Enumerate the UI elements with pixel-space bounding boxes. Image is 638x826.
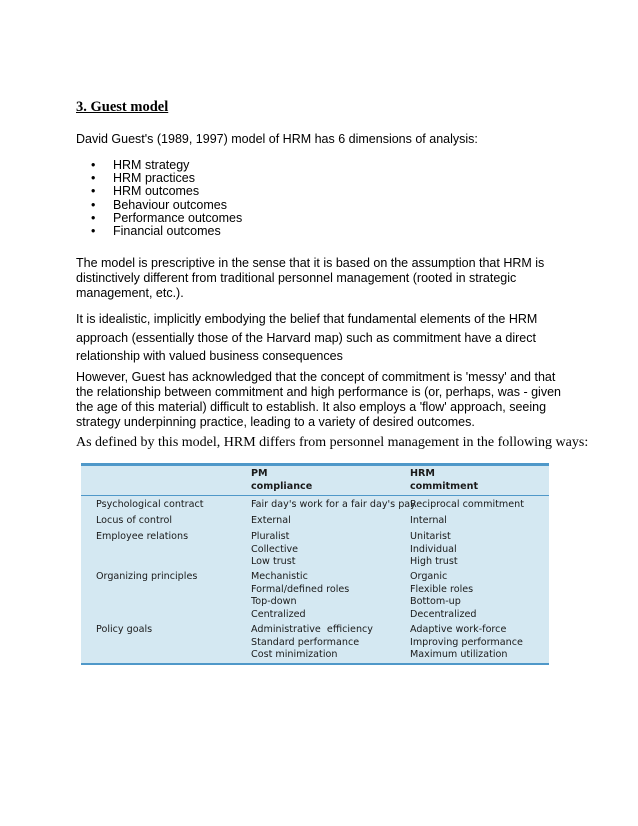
hrm-cell-line: Decentralized: [410, 608, 477, 620]
pm-header-subtitle: compliance: [251, 480, 313, 492]
pm-cell: [251, 531, 298, 569]
hrm-cell-line: Flexible roles: [410, 583, 474, 595]
hrm-header-title: HRM: [410, 468, 435, 479]
list-item: • HRM practices: [76, 172, 242, 185]
row-label: Employee relations: [96, 531, 189, 542]
pm-cell-line: Standard performance: [251, 636, 360, 648]
row-label: Policy goals: [96, 624, 153, 635]
pm-cell-line: Centralized: [251, 608, 306, 620]
paragraph-table-intro: As defined by this model, HRM differs from personnel management in the following ways:: [76, 435, 589, 450]
table-header-rule: [81, 495, 549, 496]
pm-cell-line: Collective: [251, 543, 299, 555]
dimensions-list: [76, 159, 242, 238]
section-heading: 3. Guest model: [76, 99, 169, 115]
pm-cell-line: Administrative efficiency: [251, 624, 373, 635]
pm-cell-line: External: [251, 515, 291, 526]
hrm-cell: [410, 571, 477, 621]
hrm-cell-line: Adaptive work-force: [410, 624, 507, 635]
paragraph-idealistic: It is idealistic, implicitly embodying the belief that fundamental elements of the HRM approach (essentially those of the Harvard map) such as commitment have a direct relationship with valued business consequences: [76, 312, 538, 363]
pm-cell: [251, 499, 416, 512]
table-bottom-rule: [81, 663, 549, 665]
pm-cell-line: Mechanistic: [251, 571, 308, 582]
hrm-header-subtitle: commitment: [410, 480, 479, 492]
hrm-cell-line: Individual: [410, 543, 457, 555]
pm-cell-line: Formal/defined roles: [251, 583, 350, 595]
list-item: • HRM strategy: [76, 159, 242, 172]
pm-cell-line: Low trust: [251, 556, 296, 568]
hrm-cell-line: Improving performance: [410, 636, 523, 648]
paragraph-commitment: However, Guest has acknowledged that the concept of commitment is 'messy' and that the relationship between commitment and high performance is (or, perhaps, was - given the age of this material) difficult to establish. It also employs a 'flow' approach, seeing strategy underpinning practice, leading to a variety of desired outcomes.: [76, 370, 561, 429]
hrm-cell: [410, 515, 447, 528]
list-item: • Financial outcomes: [76, 225, 242, 238]
pm-header-title: PM: [251, 468, 268, 479]
pm-cell: [251, 624, 373, 662]
table-top-rule: [81, 463, 549, 466]
hrm-cell-line: Maximum utilization: [410, 649, 508, 661]
pm-cell-line: Fair day's work for a fair day's pay: [251, 499, 416, 510]
hrm-cell-line: Bottom-up: [410, 596, 461, 608]
pm-cell-line: Pluralist: [251, 531, 290, 542]
pm-column-header: [251, 468, 312, 493]
hrm-cell-line: Internal: [410, 515, 447, 526]
row-label: Organizing principles: [96, 571, 198, 582]
pm-cell: [251, 571, 349, 621]
intro-text: David Guest's (1989, 1997) model of HRM has 6 dimensions of analysis:: [76, 132, 478, 146]
paragraph-prescriptive: The model is prescriptive in the sense that it is based on the assumption that HRM is distinctively different from traditional personnel management (rooted in strategic management, etc.).: [76, 256, 545, 300]
hrm-column-header: [410, 468, 478, 493]
pm-cell: [251, 515, 291, 528]
hrm-cell-line: Organic: [410, 571, 448, 582]
list-item: • Behaviour outcomes: [76, 199, 242, 212]
list-item: • Performance outcomes: [76, 212, 242, 225]
pm-cell-line: Cost minimization: [251, 649, 338, 661]
row-label: Psychological contract: [96, 499, 204, 510]
hrm-cell: [410, 624, 523, 662]
list-item: • HRM outcomes: [76, 185, 242, 198]
hrm-cell-line: High trust: [410, 556, 458, 568]
hrm-cell: [410, 531, 458, 569]
pm-cell-line: Top-down: [251, 596, 297, 608]
hrm-cell-line: Unitarist: [410, 531, 451, 542]
hrm-cell-line: Reciprocal commitment: [410, 499, 524, 510]
hrm-cell: [410, 499, 524, 512]
comparison-table: [81, 463, 549, 665]
row-label: Locus of control: [96, 515, 173, 526]
